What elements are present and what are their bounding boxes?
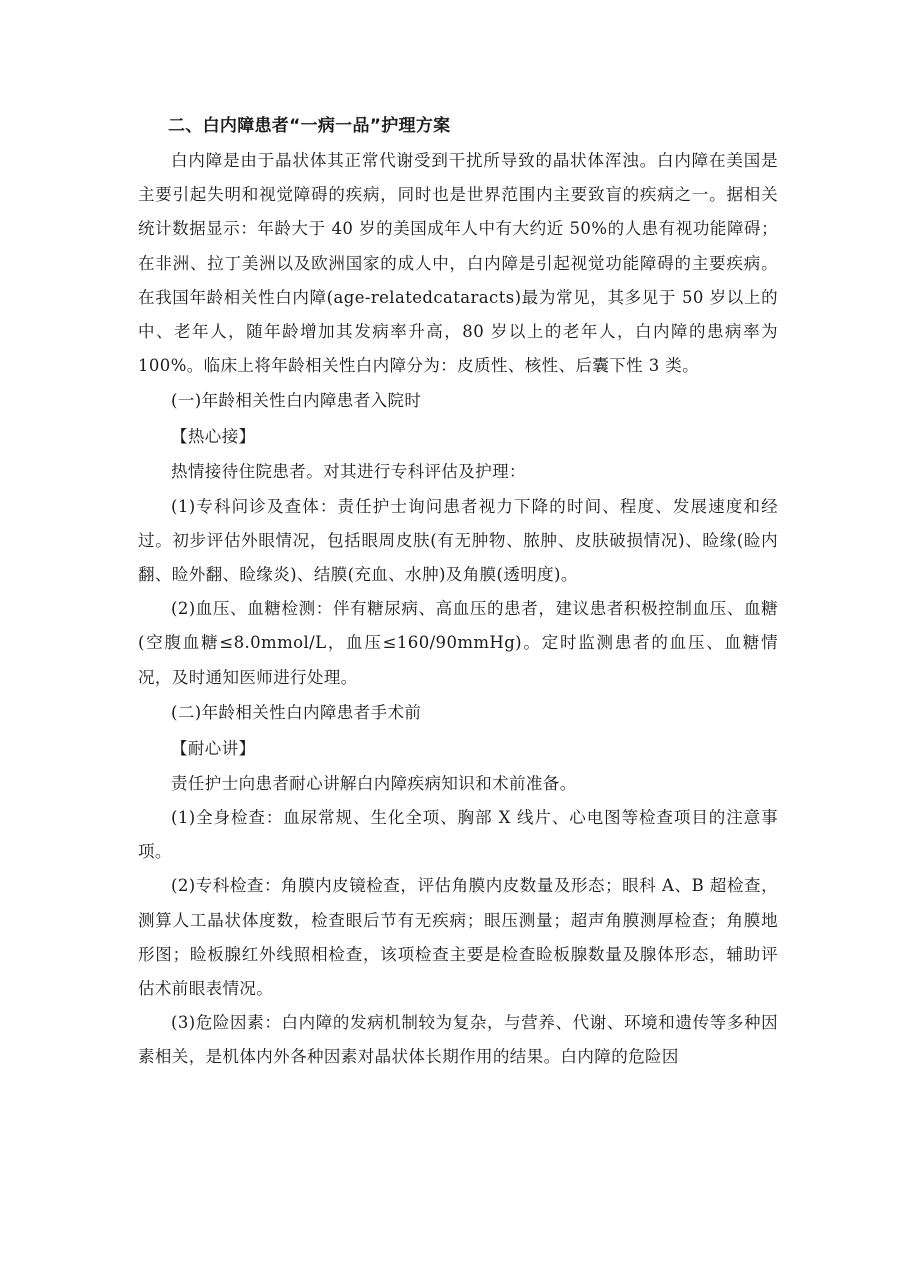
section1-item-1: (1)专科问诊及查体：责任护士询问患者视力下降的时间、程度、发展速度和经过。初步评估外眼情况，包括眼周皮肤(有无肿物、脓肿、皮肤破损情况)、睑缘(睑内翻、睑外翻、睑缘炎)、结膜(充血、水肿)及角膜(透明度)。 [138,496,778,585]
section2-item-3: (3)危险因素：白内障的发病机制较为复杂，与营养、代谢、环境和遗传等多种因素相关，是机体内外各种因素对晶状体长期作用的结果。白内障的危险因 [138,1013,778,1067]
document-page [138,108,778,1075]
section2-lead-paragraph: 责任护士向患者耐心讲解白内障疾病知识和术前准备。 [171,773,577,793]
section2-item-2: (2)专科检查：角膜内皮镜检查，评估角膜内皮数量及形态；眼科 A、B 超检查，测算人工晶状体度数，检查眼后节有无疾病；眼压测量；超声角膜测厚检查；角膜地形图；睑板腺红外线照相检查，该项检查主要是检查睑板腺数量及腺体形态，辅助评估术前眼表情况。 [138,876,778,999]
intro-paragraph: 白内障是由于晶状体其正常代谢受到干扰所导致的晶状体浑浊。白内障在美国是主要引起失明和视觉障碍的疾病，同时也是世界范围内主要致盲的疾病之一。据相关统计数据显示：年龄大于 40 岁的美国成年人中有大约近 50%的人患有视功能障碍；在非洲、拉丁美洲以及欧洲国家的成人中，白内障是引起视觉功能障碍的主要疾病。在我国年龄相关性白内障(age-relatedcataracts)最为常见，其多见于 50 岁以上的中、老年人，随年龄增加其发病率升高，80 岁以上的老年人，白内障的患病率为 100%。临床上将年龄相关性白内障分为：皮质性、核性、后囊下性 3 类。 [138,151,778,376]
section2-item-1: (1)全身检查：血尿常规、生化全项、胸部 X 线片、心电图等检查项目的注意事项。 [138,808,778,862]
section-heading-admission: (一)年龄相关性白内障患者入院时 [171,391,422,411]
document-title: 二、白内障患者“一病一品”护理方案 [168,116,451,136]
section-tag-patient-explanation: 【耐心讲】 [171,738,256,758]
section-tag-warm-reception: 【热心接】 [171,427,256,447]
section1-item-2: (2)血压、血糖检测：伴有糖尿病、高血压的患者，建议患者积极控制血压、血糖(空腹血糖≤8.0mmol/L，血压≤160/90mmHg)。定时监测患者的血压、血糖情况，及时通知医师进行处理。 [138,599,778,687]
section1-lead-paragraph: 热情接待住院患者。对其进行专科评估及护理： [171,462,526,482]
section-heading-preoperative: (二)年龄相关性白内障患者手术前 [171,702,422,722]
